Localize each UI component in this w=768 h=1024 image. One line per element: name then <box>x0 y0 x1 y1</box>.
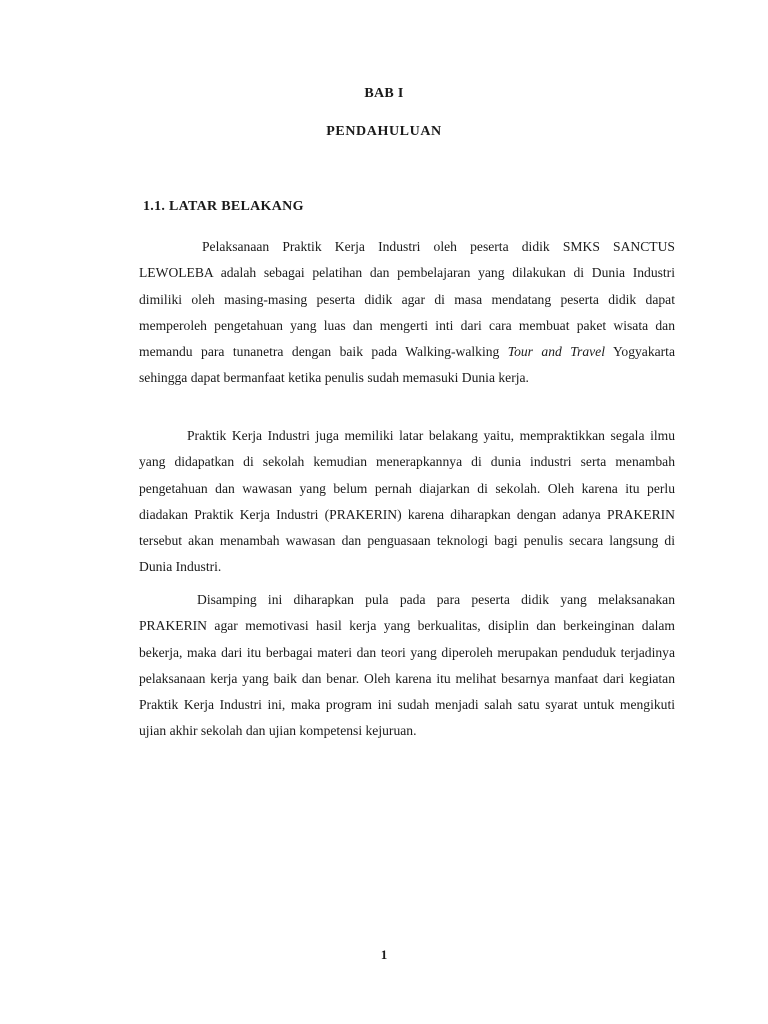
paragraph-2-text: Praktik Kerja Industri juga memiliki latar belakang yaitu, mempraktikkan segala ilmu yang didapatkan di sekolah kemudian menerapkannya di dunia industri serta menambah pengetahuan dan wawasan yang belum pernah diajarkan di sekolah. Oleh karena itu perlu diadakan Praktik Kerja Industri (PRAKERIN) karena diharapkan dengan adanya PRAKERIN tersebut akan menambah wawasan dan penguasaan teknologi bagi penulis secara langsung di Dunia Industri. <box>139 428 675 575</box>
paragraph-2 <box>139 423 675 581</box>
section-heading: 1.1. LATAR BELAKANG <box>143 199 304 214</box>
paragraph-1-text: Pelaksanaan Praktik Kerja Industri oleh peserta didik SMKS SANCTUS LEWOLEBA adalah sebagai pelatihan dan pembelajaran yang dilakukan di Dunia Industri dimiliki oleh masing-masing peserta didik agar di masa mendatang peserta didik dapat memperoleh pengetahuan yang luas dan mengerti inti dari cara membuat paket wisata dan memandu para tunanetra dengan baik pada Walking-walking <box>139 239 675 360</box>
paragraph-3-text: Disamping ini diharapkan pula pada para peserta didik yang melaksanakan PRAKERIN agar memotivasi hasil kerja yang berkualitas, disiplin dan berkeinginan dalam bekerja, maka dari itu berbagai materi dan teori yang diperoleh merupakan penduduk terjadinya pelaksanaan kerja yang baik dan benar. Oleh karena itu melihat besarnya manfaat dari kegiatan Praktik Kerja Industri ini, maka program ini sudah menjadi salah satu syarat untuk mengikuti ujian akhir sekolah dan ujian kompetensi kejuruan. <box>139 592 675 739</box>
paragraph-1-text-end: Yogyakarta sehingga dapat bermanfaat ketika penulis sudah memasuki Dunia kerja. <box>139 344 675 386</box>
page-number: 1 <box>380 947 388 962</box>
chapter-number: BAB I <box>364 86 404 101</box>
paragraph-3 <box>139 587 675 745</box>
chapter-title: PENDAHULUAN <box>326 124 442 139</box>
paragraph-1-italic: Tour and Travel <box>507 344 605 360</box>
paragraph-1 <box>139 234 675 392</box>
